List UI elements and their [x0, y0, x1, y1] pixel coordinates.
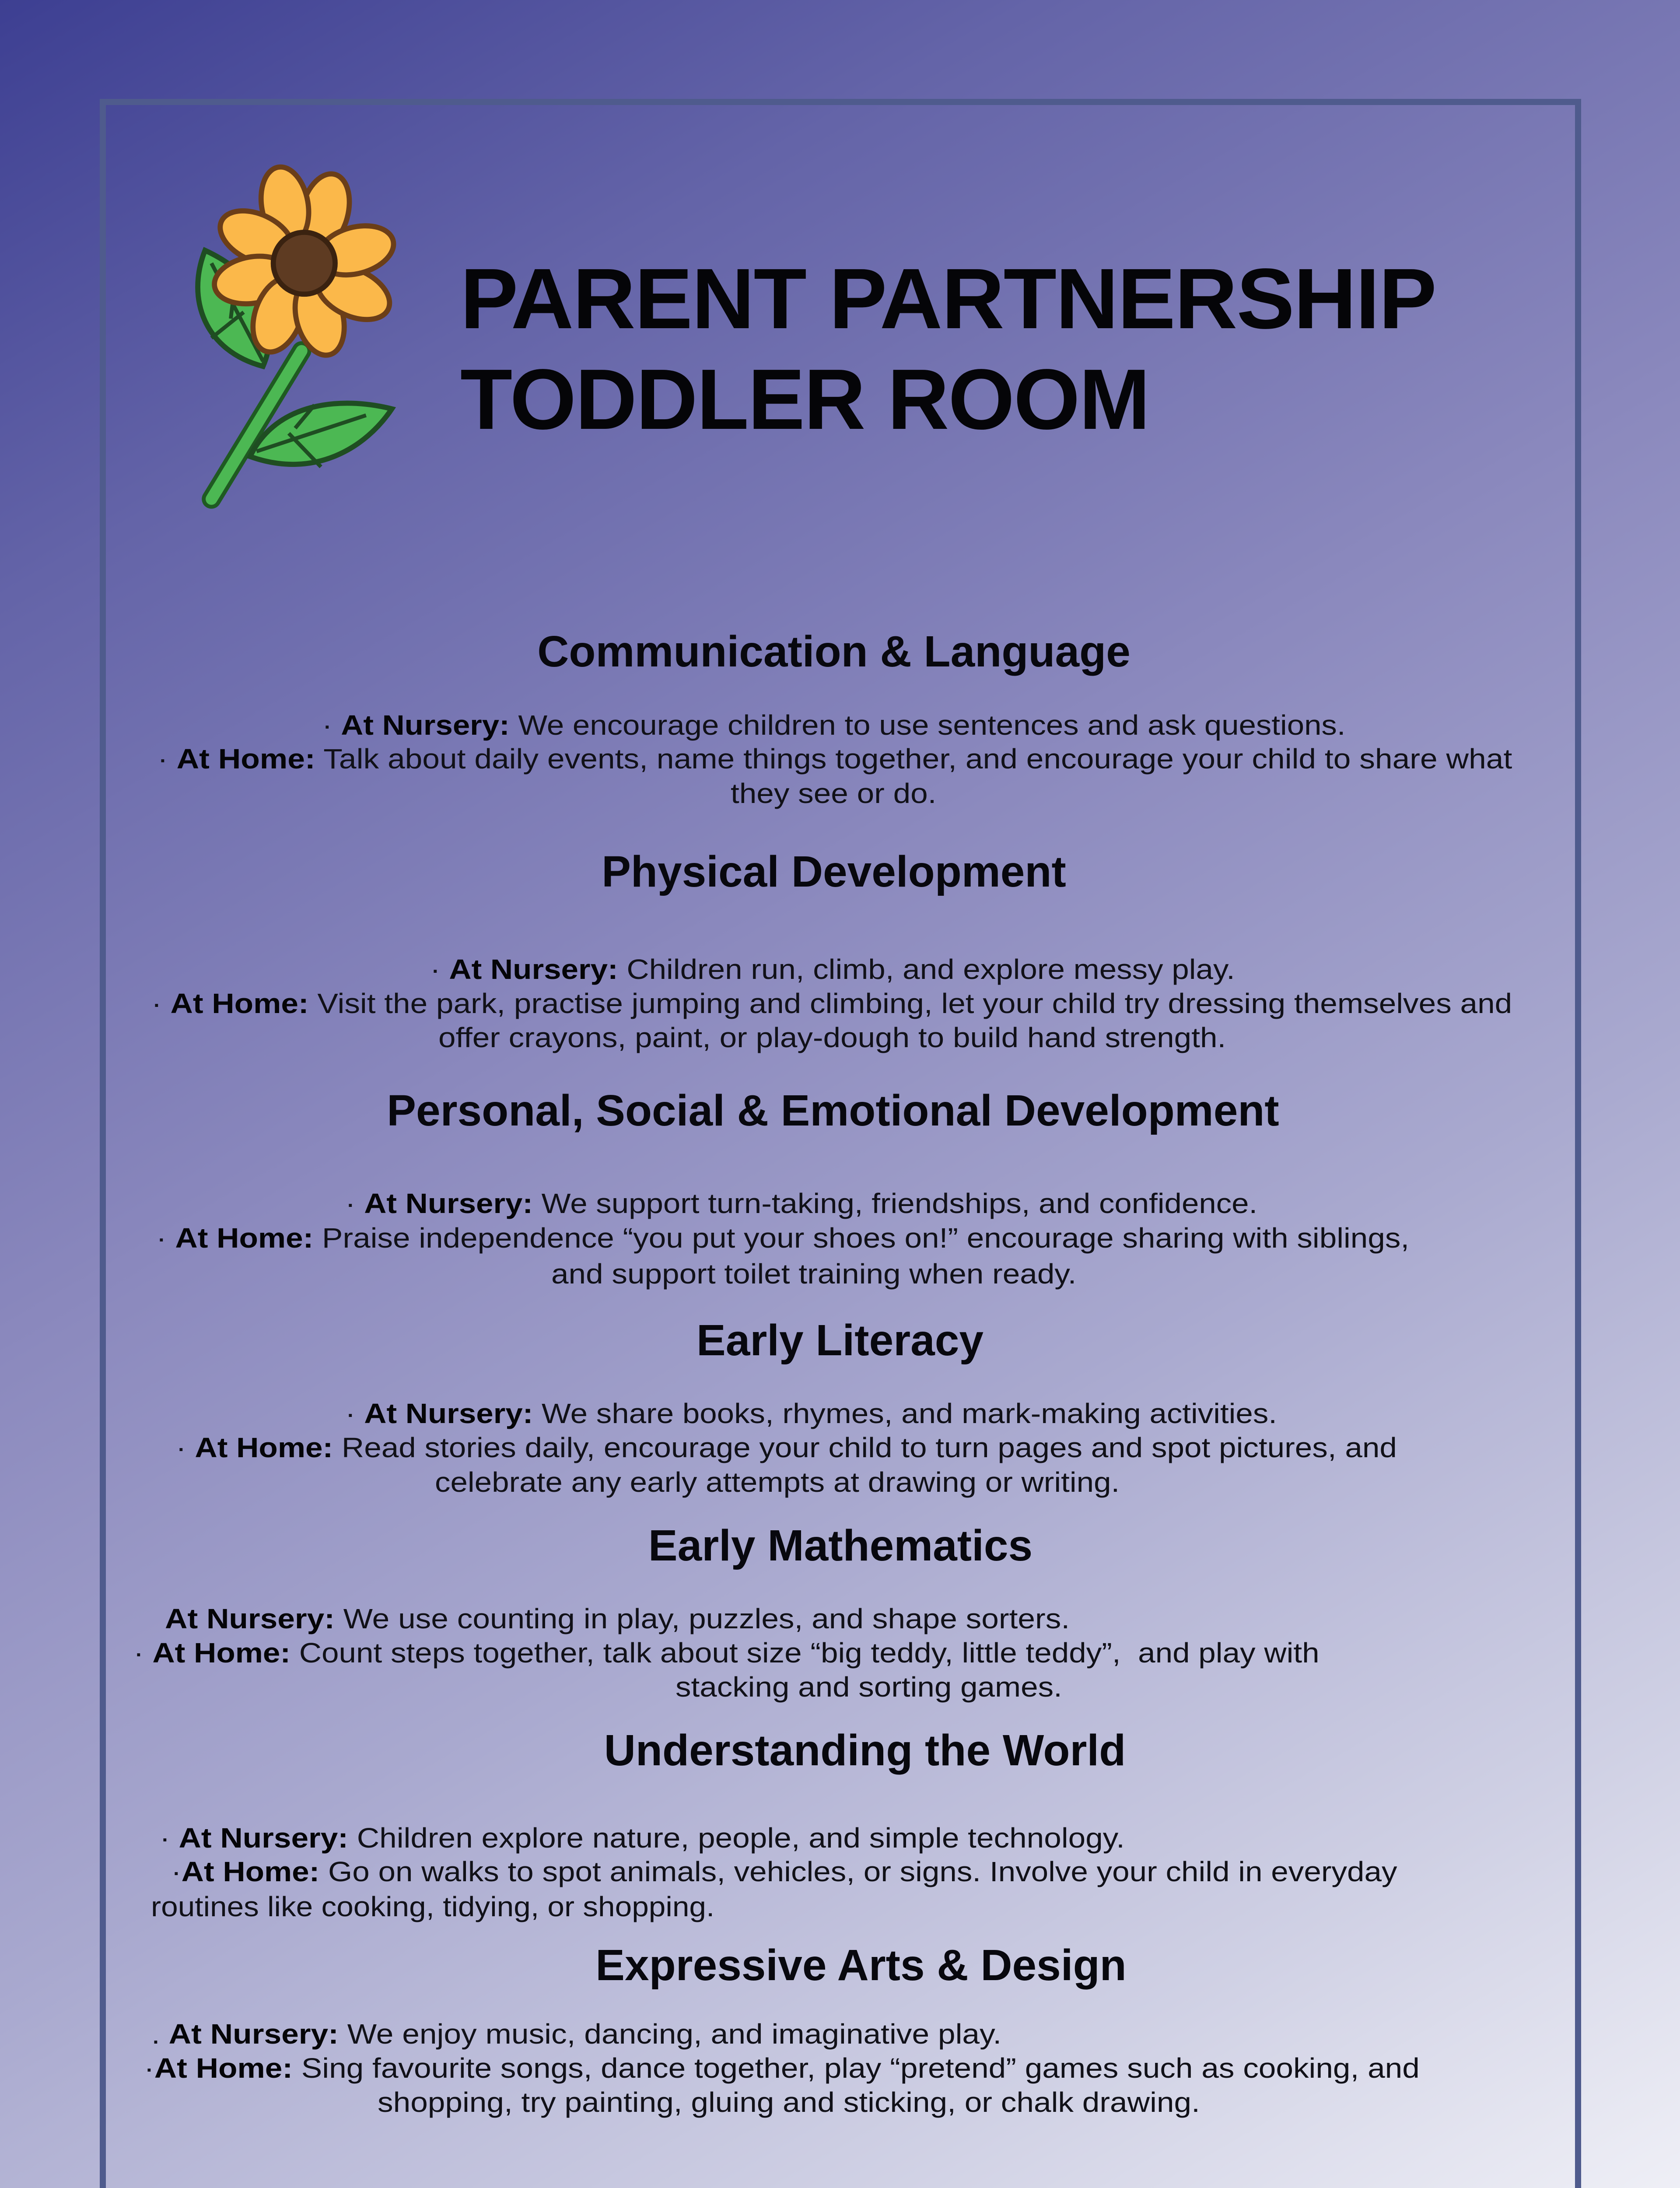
bullet-marker: · [322, 709, 341, 741]
line-text: Children run, climb, and explore messy play. [618, 954, 1235, 985]
line-text: and support toilet training when ready. [551, 1258, 1077, 1290]
at-home-line [156, 1224, 1409, 1252]
continuation-line [438, 1024, 1226, 1052]
line-text: Talk about daily events, name things together, and encourage your child to share what [315, 743, 1512, 775]
section-heading: Early Literacy [696, 1316, 984, 1365]
line-text: Read stories daily, encourage your child to turn pages and spot pictures, and [333, 1432, 1397, 1463]
line-text: offer crayons, paint, or play-dough to build hand strength. [438, 1022, 1226, 1053]
line-label: At Nursery: [165, 1603, 335, 1634]
at-home-line [144, 2054, 1420, 2082]
at-nursery-line [322, 711, 1345, 739]
bullet-marker: · [430, 954, 449, 985]
line-label: At Nursery: [364, 1398, 533, 1429]
line-label: At Nursery: [364, 1188, 533, 1219]
continuation-line [676, 1673, 1062, 1701]
bullet-marker: · [156, 1222, 175, 1254]
line-text: We use counting in play, puzzles, and shape sorters. [334, 1603, 1070, 1634]
line-label: At Nursery: [449, 954, 618, 985]
line-text: We support turn-taking, friendships, and confidence. [532, 1188, 1257, 1219]
bullet-marker: · [176, 1432, 195, 1463]
line-label: At Home: [152, 1637, 291, 1669]
at-nursery-line [345, 1399, 1277, 1427]
at-home-line [151, 989, 1512, 1017]
line-text: they see or do. [731, 778, 937, 809]
line-label: At Nursery: [178, 1822, 348, 1854]
continuation-line [435, 1468, 1120, 1496]
bullet-marker: · [345, 1188, 364, 1219]
line-text: Go on walks to spot animals, vehicles, or signs. Involve your child in everyday [319, 1856, 1397, 1887]
at-nursery-line [151, 2020, 1001, 2048]
line-label: At Home: [176, 743, 315, 775]
line-text: Children explore nature, people, and simple technology. [348, 1822, 1125, 1854]
section-heading: Expressive Arts & Design [595, 1941, 1127, 1990]
line-text: We enjoy music, dancing, and imaginative play. [338, 2018, 1002, 2050]
line-label: At Home: [175, 1222, 314, 1254]
at-nursery-line [430, 955, 1235, 983]
bullet-marker: · [158, 743, 177, 775]
line-text: routines like cooking, tidying, or shopping. [151, 1891, 715, 1922]
bullet-marker: · [171, 1856, 182, 1887]
line-text: Count steps together, talk about size “big teddy, little teddy”, and play with [290, 1637, 1320, 1669]
page-title-line-2: TODDLER ROOM [460, 351, 1149, 447]
continuation-line [151, 1893, 714, 1921]
line-text: shopping, try painting, gluing and sticking, or chalk drawing. [378, 2086, 1200, 2118]
section-heading: Early Mathematics [648, 1521, 1033, 1570]
bullet-marker: · [160, 1822, 179, 1854]
page-title-line-1: PARENT PARTNERSHIP [460, 251, 1436, 347]
flower-center [273, 232, 335, 294]
line-label: At Nursery: [341, 709, 510, 741]
at-nursery-line [165, 1605, 1070, 1633]
section-heading: Understanding the World [604, 1726, 1126, 1775]
line-label: At Home: [154, 2052, 293, 2084]
at-home-line [171, 1858, 1397, 1886]
bullet-marker: · [151, 988, 171, 1019]
line-text: Sing favourite songs, dance together, play “pretend” games such as cooking, and [293, 2052, 1420, 2084]
at-home-line [158, 745, 1512, 773]
at-nursery-line [345, 1189, 1257, 1217]
line-text: Visit the park, practise jumping and climbing, let your child try dressing themselves and [308, 988, 1512, 1019]
continuation-line [378, 2088, 1200, 2116]
line-label: At Home: [181, 1856, 320, 1887]
section-heading: Physical Development [602, 847, 1066, 896]
at-home-line [133, 1639, 1320, 1667]
line-text: stacking and sorting games. [676, 1671, 1062, 1703]
line-text: Praise independence “you put your shoes on!” encourage sharing with siblings, [313, 1222, 1410, 1254]
bullet-marker: . [151, 2018, 169, 2050]
section-heading: Personal, Social & Emotional Development [387, 1086, 1279, 1135]
line-text: We encourage children to use sentences and ask questions. [509, 709, 1346, 741]
at-nursery-line [160, 1824, 1125, 1852]
continuation-line [551, 1260, 1076, 1288]
line-text: We share books, rhymes, and mark-making activities. [533, 1398, 1277, 1429]
bullet-marker: · [345, 1398, 364, 1429]
continuation-line [731, 779, 936, 807]
sunflower-icon [173, 158, 405, 512]
line-label: At Home: [195, 1432, 333, 1463]
at-home-line [176, 1434, 1397, 1462]
section-heading: Communication & Language [537, 627, 1130, 676]
bullet-marker: · [133, 1637, 153, 1669]
line-text: celebrate any early attempts at drawing or writing. [434, 1466, 1120, 1498]
line-label: At Nursery: [168, 2018, 339, 2050]
bullet-marker: · [144, 2052, 154, 2084]
line-label: At Home: [170, 988, 309, 1019]
